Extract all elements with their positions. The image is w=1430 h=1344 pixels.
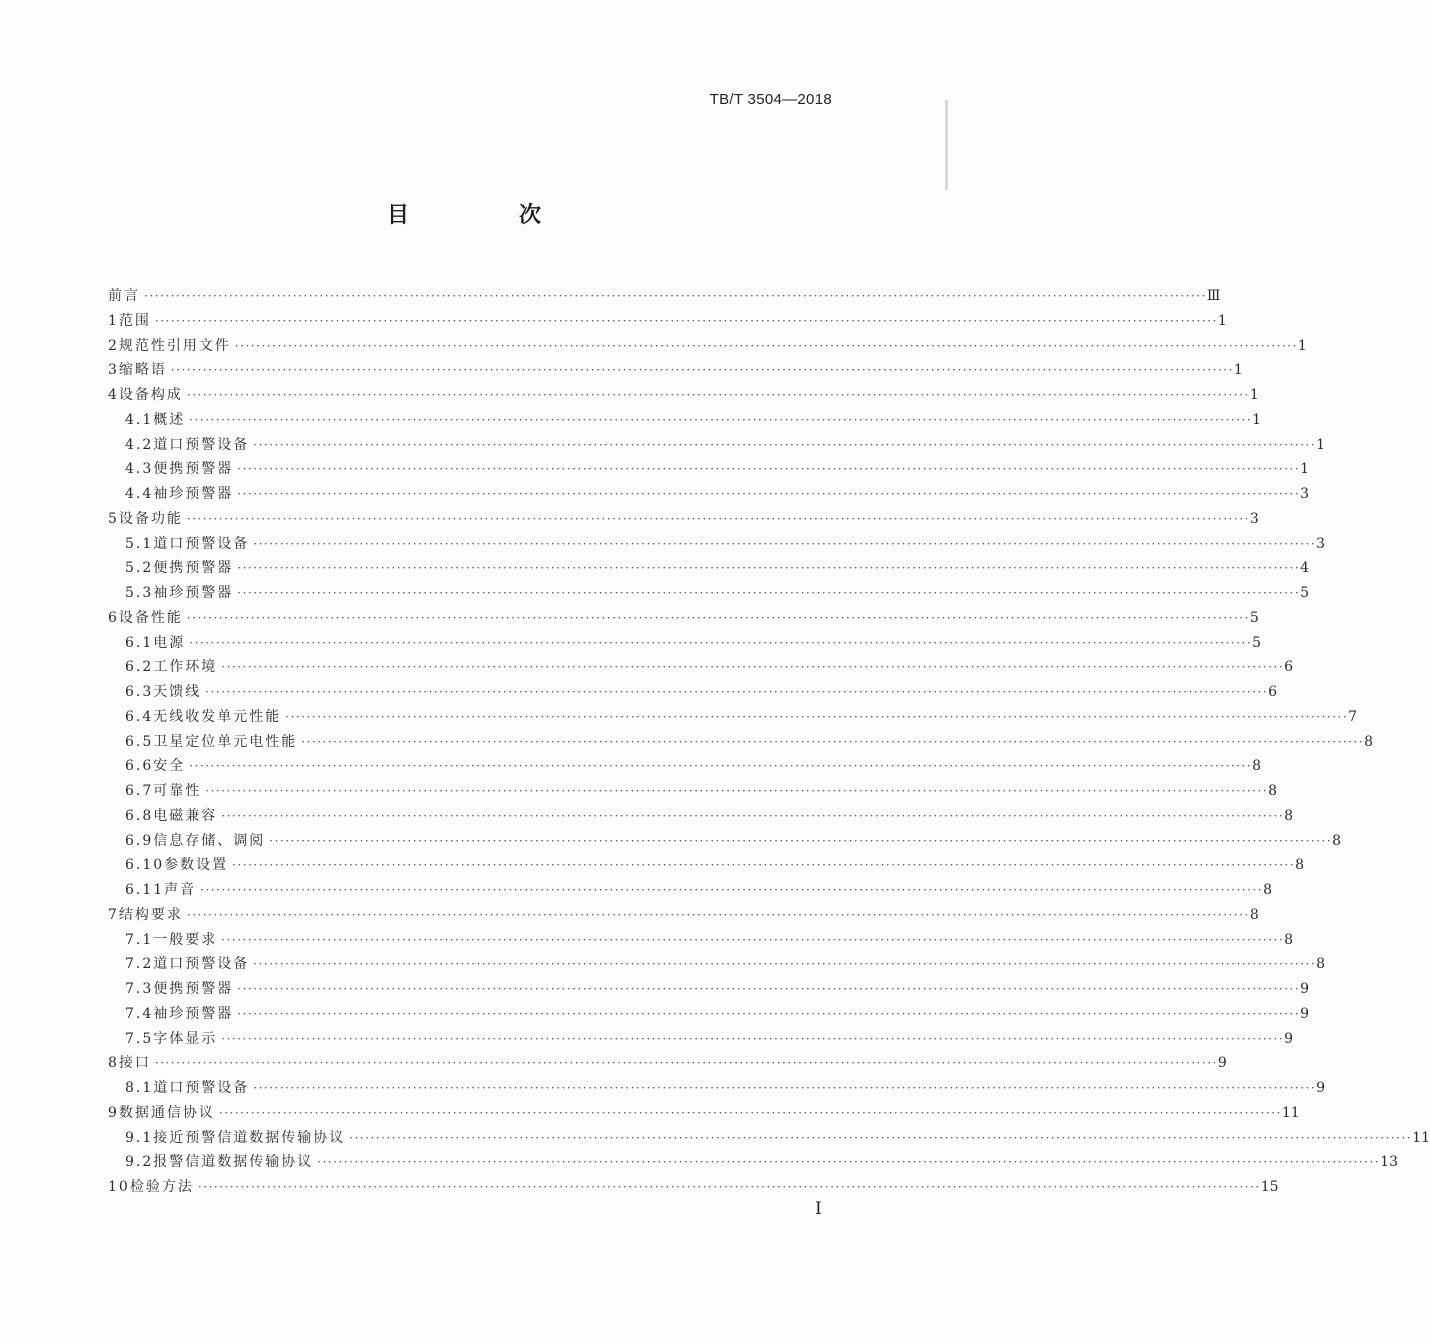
toc-entry[interactable] bbox=[108, 532, 1326, 557]
toc-leader-dots: ········································································································································································································ bbox=[189, 635, 1253, 650]
toc-entry-page: 3 bbox=[1249, 510, 1259, 527]
toc-entry-number: 5.1 bbox=[125, 535, 154, 552]
toc-entry-title: 道口预警设备 bbox=[153, 1080, 250, 1096]
standard-code: TB/T 3504—2018 bbox=[709, 91, 832, 108]
toc-entry-number: 6.2 bbox=[125, 659, 154, 676]
toc-entry[interactable] bbox=[108, 977, 1310, 1002]
toc-entry[interactable] bbox=[108, 1150, 1398, 1175]
toc-entry-number: 4 bbox=[108, 387, 119, 403]
scan-edge-mark bbox=[945, 100, 948, 190]
toc-entry[interactable] bbox=[108, 1002, 1310, 1027]
toc-entry-title: 道口预警设备 bbox=[153, 436, 250, 453]
toc-entry-page: 9 bbox=[1300, 981, 1310, 997]
toc-leader-dots: ········································································································································································································ bbox=[144, 289, 1207, 303]
toc-entry-page: 5 bbox=[1252, 634, 1262, 651]
toc-entry-number: 6.1 bbox=[125, 634, 154, 651]
toc-entry-page: 13 bbox=[1380, 1154, 1398, 1171]
toc-entry-title: 信息存储、调阅 bbox=[153, 832, 266, 849]
toc-entry[interactable] bbox=[108, 1101, 1300, 1126]
toc-leader-dots: ········································································································································································································ bbox=[349, 1130, 1413, 1145]
toc-entry[interactable] bbox=[108, 433, 1326, 458]
toc-entry-number: 9.2 bbox=[125, 1154, 154, 1171]
toc-leader-dots: ········································································································································································································ bbox=[232, 858, 1296, 873]
toc-entry-page: 1 bbox=[1249, 387, 1259, 403]
toc-entry[interactable] bbox=[108, 1175, 1279, 1200]
toc-entry-number: 9.1 bbox=[125, 1129, 154, 1146]
toc-leader-dots: ········································································································································································································ bbox=[170, 363, 1234, 378]
page-title: 目 次 bbox=[386, 203, 585, 228]
toc-entry-title: 参数设置 bbox=[164, 857, 229, 874]
toc-leader-dots: ········································································································································································································ bbox=[205, 685, 1269, 699]
toc-leader-dots: ········································································································································································································ bbox=[186, 610, 1250, 625]
toc-leader-dots: ········································································································································································································ bbox=[205, 784, 1269, 798]
toc-entry-number: 8 bbox=[108, 1055, 119, 1072]
toc-entry-title: 报警信道数据传输协议 bbox=[153, 1154, 314, 1171]
toc-leader-dots: ········································································································································································································ bbox=[189, 412, 1253, 427]
toc-entry[interactable] bbox=[108, 1051, 1227, 1076]
toc-entry-title: 一般要求 bbox=[153, 931, 218, 948]
toc-entry-page: 5 bbox=[1300, 585, 1310, 601]
toc-leader-dots: ········································································································································································································ bbox=[186, 511, 1250, 526]
toc-leader-dots: ········································································································································································································ bbox=[234, 338, 1298, 353]
toc-entry-title: 设备功能 bbox=[118, 510, 183, 527]
toc-entry[interactable] bbox=[108, 482, 1310, 507]
toc-entry-title: 检验方法 bbox=[129, 1179, 194, 1195]
toc-entry[interactable] bbox=[108, 804, 1294, 829]
toc-leader-dots: ········································································································································································································ bbox=[221, 808, 1285, 823]
toc-entry-number: 9 bbox=[108, 1104, 119, 1121]
toc-entry-page: 9 bbox=[1300, 1005, 1310, 1022]
toc-entry[interactable] bbox=[108, 903, 1259, 928]
toc-entry-title: 工作环境 bbox=[153, 659, 218, 676]
toc-entry-page: 11 bbox=[1412, 1129, 1430, 1146]
toc-entry[interactable] bbox=[108, 730, 1374, 755]
toc-entry-title: 概述 bbox=[153, 411, 186, 428]
toc-leader-dots: ········································································································································································································ bbox=[237, 1006, 1301, 1021]
toc-entry-title: 缩略语 bbox=[118, 362, 167, 379]
table-of-contents bbox=[108, 284, 1430, 1200]
toc-entry-number: 6.5 bbox=[125, 733, 154, 750]
toc-entry-page: 8 bbox=[1295, 857, 1304, 874]
toc-entry-title: 电源 bbox=[153, 634, 186, 651]
page-folio: Ⅰ bbox=[815, 1199, 822, 1219]
toc-entry-number: 5.2 bbox=[125, 560, 154, 577]
toc-entry-title: 设备性能 bbox=[118, 609, 183, 626]
toc-entry[interactable] bbox=[108, 631, 1262, 656]
toc-leader-dots: ········································································································································································································ bbox=[154, 313, 1218, 328]
toc-entry-title: 袖珍预警器 bbox=[153, 1005, 234, 1022]
toc-entry[interactable] bbox=[108, 358, 1243, 383]
toc-entry-number: 4.3 bbox=[125, 461, 154, 478]
toc-entry[interactable] bbox=[108, 928, 1294, 953]
toc-entry-number: 6.3 bbox=[125, 684, 154, 700]
toc-entry[interactable] bbox=[108, 829, 1342, 854]
toc-entry-number: 7.5 bbox=[125, 1030, 154, 1047]
toc-entry[interactable] bbox=[108, 581, 1310, 606]
toc-entry-number: 8.1 bbox=[125, 1080, 154, 1096]
toc-entry-title: 接近预警信道数据传输协议 bbox=[153, 1129, 346, 1146]
toc-leader-dots: ········································································································································································································ bbox=[154, 1056, 1218, 1071]
toc-leader-dots: ········································································································································································································ bbox=[200, 883, 1264, 897]
toc-entry-title: 天馈线 bbox=[153, 684, 202, 700]
toc-leader-dots: ········································································································································································································ bbox=[189, 759, 1253, 774]
toc-entry-page: 9 bbox=[1316, 1080, 1326, 1096]
toc-entry-title: 数据通信协议 bbox=[118, 1104, 215, 1121]
toc-entry-number: 4.1 bbox=[125, 411, 154, 428]
toc-entry-title: 范围 bbox=[118, 312, 151, 329]
toc-entry[interactable] bbox=[108, 1027, 1294, 1052]
toc-entry-page: 6 bbox=[1284, 659, 1294, 676]
toc-leader-dots: ········································································································································································································ bbox=[269, 833, 1333, 848]
toc-entry-page: 8 bbox=[1284, 931, 1294, 948]
toc-entry[interactable] bbox=[108, 606, 1259, 631]
toc-entry-number: 6.4 bbox=[125, 708, 154, 725]
toc-entry-number: 2 bbox=[108, 337, 119, 354]
toc-leader-dots: ········································································································································································································ bbox=[237, 982, 1301, 996]
toc-entry-page: 1 bbox=[1300, 461, 1310, 478]
toc-entry-page: 5 bbox=[1249, 609, 1259, 626]
toc-entry-title: 道口预警设备 bbox=[153, 535, 250, 552]
toc-leader-dots: ········································································································································································································ bbox=[237, 462, 1301, 477]
toc-entry-number: 1 bbox=[108, 312, 119, 329]
toc-leader-dots: ········································································································································································································ bbox=[237, 487, 1301, 501]
toc-entry-number: 6.11 bbox=[125, 882, 165, 898]
toc-entry-page: 8 bbox=[1249, 906, 1259, 923]
toc-entry-page: 1 bbox=[1233, 362, 1243, 379]
toc-entry[interactable] bbox=[108, 1076, 1326, 1101]
toc-entry-page: Ⅲ bbox=[1206, 288, 1221, 304]
toc-entry[interactable] bbox=[108, 1126, 1430, 1151]
toc-entry-title: 结构要求 bbox=[118, 906, 183, 923]
toc-entry-number: 7.4 bbox=[125, 1005, 154, 1022]
toc-entry-title: 袖珍预警器 bbox=[153, 486, 234, 502]
toc-entry[interactable] bbox=[108, 457, 1310, 482]
toc-entry[interactable] bbox=[108, 284, 1221, 309]
toc-entry[interactable] bbox=[108, 853, 1304, 878]
toc-entry-number: 4.4 bbox=[125, 486, 154, 502]
toc-entry-page: 8 bbox=[1252, 758, 1262, 775]
toc-leader-dots: ········································································································································································································ bbox=[301, 734, 1365, 749]
toc-entry-number: 6.6 bbox=[125, 758, 154, 775]
toc-leader-dots: ········································································································································································································ bbox=[237, 586, 1301, 600]
toc-entry-title: 设备构成 bbox=[118, 387, 183, 403]
toc-entry-page: 8 bbox=[1364, 733, 1374, 750]
toc-leader-dots: ········································································································································································································ bbox=[186, 388, 1250, 402]
toc-entry-page: 1 bbox=[1297, 337, 1307, 354]
toc-entry-number: 7.3 bbox=[125, 981, 154, 997]
toc-entry[interactable] bbox=[108, 754, 1262, 779]
toc-entry-page: 7 bbox=[1348, 708, 1358, 725]
toc-leader-dots: ········································································································································································································ bbox=[218, 1105, 1282, 1120]
toc-entry-title: 安全 bbox=[153, 758, 186, 775]
toc-entry-title: 便携预警器 bbox=[153, 981, 234, 997]
toc-entry-page: 6 bbox=[1268, 684, 1278, 700]
toc-entry-title: 规范性引用文件 bbox=[118, 337, 231, 354]
toc-entry[interactable] bbox=[108, 309, 1227, 334]
toc-entry-number: 5.3 bbox=[125, 585, 154, 601]
toc-entry-page: 11 bbox=[1281, 1104, 1300, 1121]
toc-entry-number: 7 bbox=[108, 906, 119, 923]
toc-leader-dots: ········································································································································································································ bbox=[253, 957, 1317, 972]
toc-entry-page: 8 bbox=[1263, 882, 1272, 898]
toc-entry-title: 便携预警器 bbox=[153, 461, 234, 478]
toc-entry-number: 5 bbox=[108, 510, 119, 527]
toc-entry-page: 1 bbox=[1316, 436, 1326, 453]
toc-entry-number: 3 bbox=[108, 362, 119, 379]
toc-entry-title: 便携预警器 bbox=[153, 560, 234, 577]
toc-entry-number: 6.7 bbox=[125, 783, 154, 799]
toc-entry-title: 声音 bbox=[164, 882, 197, 898]
toc-entry[interactable] bbox=[108, 655, 1294, 680]
toc-entry-page: 3 bbox=[1316, 535, 1326, 552]
toc-entry-number: 6.10 bbox=[125, 857, 165, 874]
toc-entry-number: 6.8 bbox=[125, 807, 154, 824]
toc-leader-dots: ········································································································································································································ bbox=[197, 1180, 1261, 1194]
toc-leader-dots: ········································································································································································································ bbox=[221, 932, 1285, 947]
toc-leader-dots: ········································································································································································································ bbox=[237, 561, 1301, 576]
toc-entry-number: 4.2 bbox=[125, 436, 154, 453]
toc-entry-page: 8 bbox=[1316, 956, 1326, 973]
toc-entry-page: 1 bbox=[1252, 411, 1262, 428]
toc-entry-title: 前言 bbox=[108, 288, 140, 304]
toc-entry-number: 7.2 bbox=[125, 956, 154, 973]
toc-entry-page: 9 bbox=[1284, 1030, 1294, 1047]
toc-entry[interactable] bbox=[108, 556, 1310, 581]
toc-entry-page: 8 bbox=[1332, 832, 1342, 849]
toc-entry-title: 接口 bbox=[118, 1055, 151, 1072]
toc-entry-page: 9 bbox=[1217, 1055, 1227, 1072]
toc-entry[interactable] bbox=[108, 507, 1259, 532]
toc-entry[interactable] bbox=[108, 334, 1307, 359]
toc-entry[interactable] bbox=[108, 878, 1272, 903]
toc-entry[interactable] bbox=[108, 383, 1259, 408]
toc-entry[interactable] bbox=[108, 408, 1262, 433]
toc-entry-number: 6 bbox=[108, 609, 119, 626]
toc-leader-dots: ········································································································································································································ bbox=[221, 660, 1285, 675]
toc-entry-title: 袖珍预警器 bbox=[153, 585, 234, 601]
toc-entry[interactable] bbox=[108, 779, 1278, 804]
toc-entry-page: 4 bbox=[1300, 560, 1310, 577]
toc-leader-dots: ········································································································································································································ bbox=[186, 907, 1250, 922]
toc-entry[interactable] bbox=[108, 705, 1358, 730]
toc-leader-dots: ········································································································································································································ bbox=[317, 1155, 1381, 1170]
toc-leader-dots: ········································································································································································································ bbox=[253, 536, 1317, 551]
toc-entry-title: 道口预警设备 bbox=[153, 956, 250, 973]
toc-entry-number: 6.9 bbox=[125, 832, 154, 849]
toc-entry-page: 3 bbox=[1300, 486, 1310, 502]
toc-entry-page: 8 bbox=[1268, 783, 1278, 799]
toc-entry-page: 1 bbox=[1217, 312, 1227, 329]
toc-entry-title: 卫星定位单元电性能 bbox=[153, 733, 298, 750]
toc-leader-dots: ········································································································································································································ bbox=[253, 437, 1317, 452]
toc-entry-number: 7.1 bbox=[125, 931, 154, 948]
toc-entry-title: 无线收发单元性能 bbox=[153, 708, 282, 725]
toc-entry-title: 电磁兼容 bbox=[153, 807, 218, 824]
toc-entry-page: 15 bbox=[1260, 1179, 1279, 1195]
toc-leader-dots: ········································································································································································································ bbox=[221, 1031, 1285, 1046]
toc-entry-page: 8 bbox=[1284, 807, 1294, 824]
toc-leader-dots: ········································································································································································································ bbox=[253, 1081, 1317, 1095]
toc-entry[interactable] bbox=[108, 952, 1326, 977]
toc-entry[interactable] bbox=[108, 680, 1278, 705]
toc-entry-title: 可靠性 bbox=[153, 783, 202, 799]
toc-entry-title: 字体显示 bbox=[153, 1030, 218, 1047]
toc-leader-dots: ········································································································································································································ bbox=[285, 709, 1349, 724]
toc-entry-number: 10 bbox=[108, 1179, 130, 1195]
